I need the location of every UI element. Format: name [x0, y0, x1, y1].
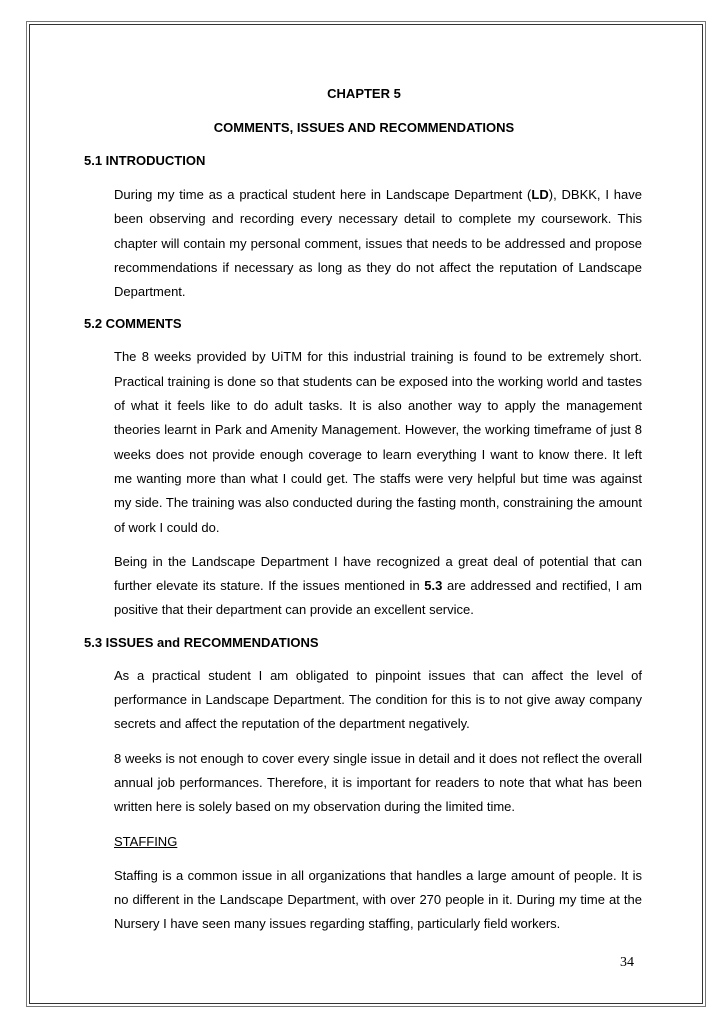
paragraph-introduction	[114, 183, 642, 304]
subheading-staffing: STAFFING	[114, 833, 178, 849]
paragraph-issues-1: As a practical student I am obligated to pinpoint issues that can affect the level of performance in Landscape Department. The condition for this is to not give away company secrets and affect the reputation of the department negatively.	[114, 667, 642, 732]
page-number: 34	[620, 955, 634, 970]
bold-abbrev: LD	[531, 187, 549, 202]
text-run: are addressed and rectified, I am positive that their department can provide an excellent service.	[114, 578, 642, 618]
chapter-title: COMMENTS, ISSUES AND RECOMMENDATIONS	[213, 120, 515, 135]
chapter-number: CHAPTER 5	[327, 86, 401, 101]
section-heading-comments: 5.2 COMMENTS	[84, 316, 182, 332]
paragraph-staffing: Staffing is a common issue in all organizations that handles a large amount of people. It is no different in the Landscape Department, with over 270 people in it. During my time at the Nursery I have seen many issues regarding staffing, particularly field workers.	[114, 867, 642, 932]
section-heading-issues: 5.3 ISSUES and RECOMMENDATIONS	[84, 634, 319, 650]
document-body	[86, 86, 642, 937]
paragraph-issues-2: 8 weeks is not enough to cover every single issue in detail and it does not reflect the overall annual job performances. Therefore, it is important for readers to note that what has been written here is solely based on my observation during the limited time.	[114, 750, 642, 815]
paragraph-comments-2	[114, 550, 642, 623]
text-run: During my time as a practical student here in Landscape Department (	[114, 187, 532, 202]
paragraph-comments-1: The 8 weeks provided by UiTM for this industrial training is found to be extremely short. Practical training is done so that students can be exposed into the working world and tastes of what it feels like to do adult tasks. It is also another way to apply the management theories learnt in Park and Amenity Management. However, the working timeframe of just 8 weeks does not provide enough coverage to learn everything I want to know there. It left me wanting more than what I could get. The staffs were very helpful but time was against my side. The training was also conducted during the fasting month, constraining the amount of work I could do.	[114, 349, 642, 535]
text-run: Being in the Landscape Department I have recognized a great deal of potential that can further elevate its stature. If the issues mentioned in	[114, 553, 642, 594]
section-heading-introduction: 5.1 INTRODUCTION	[84, 153, 206, 168]
text-run: ), DBKK, I have been observing and recording every necessary detail to complete my coursework. This chapter will contain my personal comment, issues that needs to be addressed and propose recommendations if necessary as long as they do not affect the reputation of Landscape Department.	[114, 187, 642, 300]
bold-reference: 5.3	[424, 578, 443, 594]
